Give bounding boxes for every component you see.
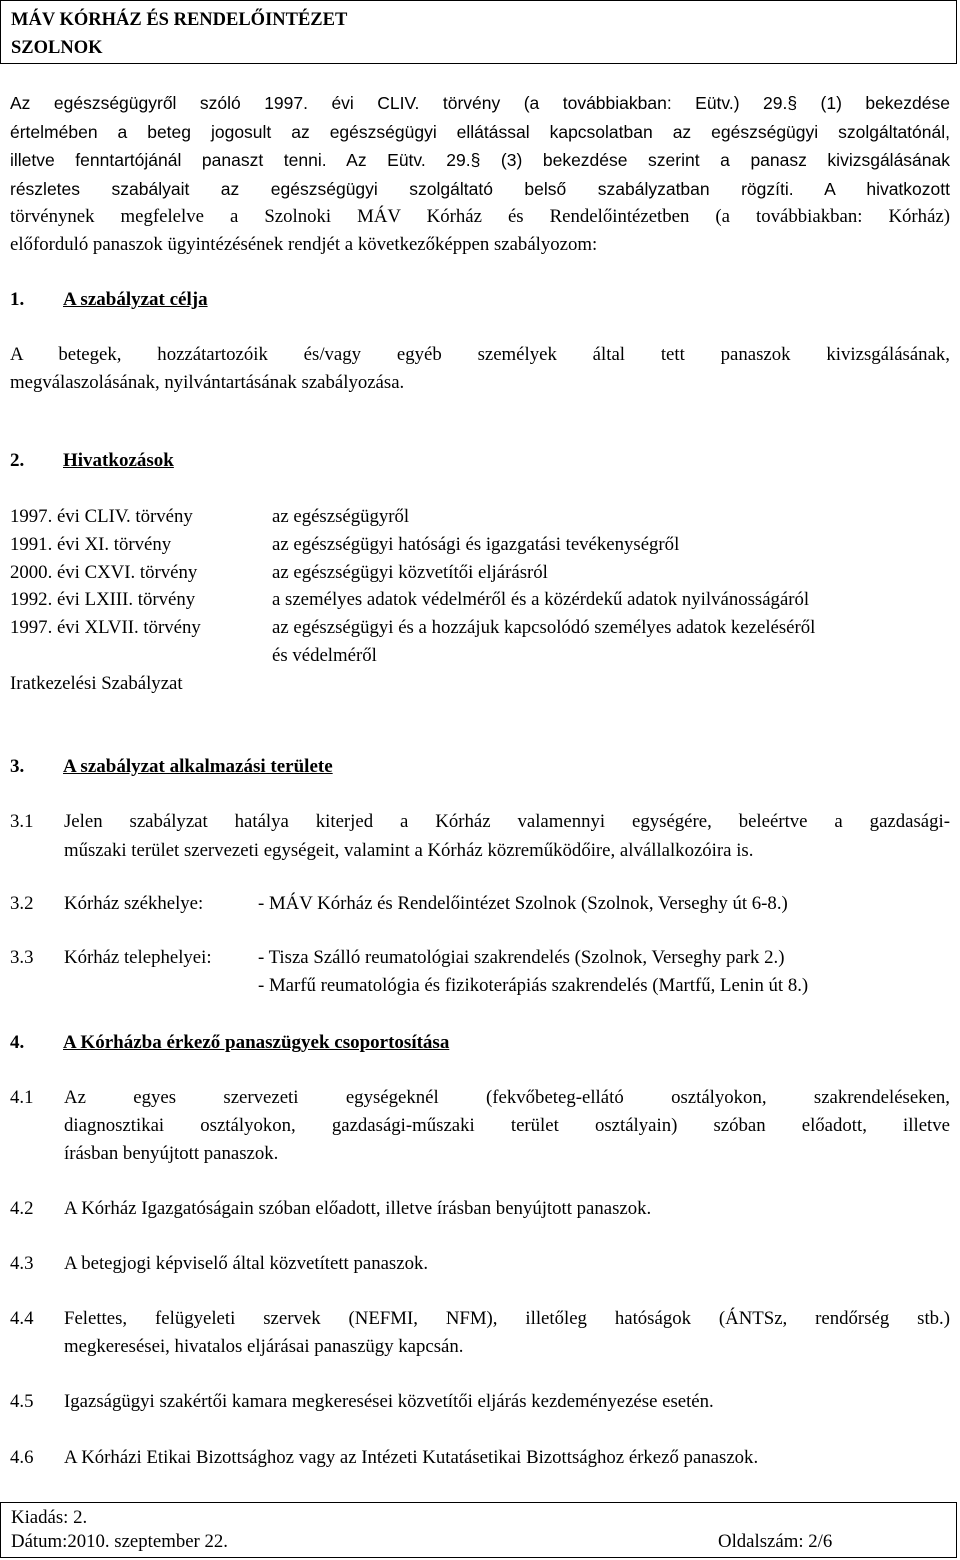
reference-description: a személyes adatok védelméről és a közérdekű adatok nyilvánosságáról bbox=[272, 589, 810, 610]
section-number: 2. bbox=[10, 450, 25, 471]
section-number: 4. bbox=[10, 1032, 25, 1053]
document-header bbox=[0, 0, 957, 64]
section-title: Hivatkozások bbox=[63, 450, 174, 471]
item-number: 4.3 bbox=[10, 1253, 34, 1274]
reference-law: 1997. évi CLIV. törvény bbox=[10, 506, 193, 527]
reference-law: 1992. évi LXIII. törvény bbox=[10, 589, 196, 610]
item-text: A Kórház Igazgatóságain szóban előadott, illetve írásban benyújtott panaszok. bbox=[64, 1198, 652, 1219]
item-text: Az egyes szervezeti egységeknél (fekvőbeteg-ellátó osztályokon, szakrendeléseken, bbox=[64, 1087, 950, 1108]
footer-page-number: Oldalszám: 2/6 bbox=[718, 1531, 833, 1552]
item-number: 4.6 bbox=[10, 1447, 34, 1468]
section-title: A szabályzat célja bbox=[63, 289, 208, 310]
item-label: Kórház telephelyei: bbox=[64, 947, 212, 968]
intro-line: előforduló panaszok ügyintézésének rendjét a következőképpen szabályozom: bbox=[10, 234, 598, 255]
item-text: A betegjogi képviselő által közvetített panaszok. bbox=[64, 1253, 429, 1274]
item-text: diagnosztikai osztályokon, gazdasági-műszaki terület osztályain) szóban előadott, illetve bbox=[64, 1115, 950, 1136]
header-city: SZOLNOK bbox=[11, 38, 103, 58]
section-number: 3. bbox=[10, 756, 25, 777]
reference-law: 1991. évi XI. törvény bbox=[10, 534, 172, 555]
item-number: 4.5 bbox=[10, 1391, 34, 1412]
item-number: 3.2 bbox=[10, 893, 34, 914]
item-number: 4.1 bbox=[10, 1087, 34, 1108]
reference-law: 2000. évi CXVI. törvény bbox=[10, 562, 198, 583]
reference-description: az egészségügyi és a hozzájuk kapcsolódó személyes adatok kezeléséről bbox=[272, 617, 816, 638]
reference-description: az egészségügyi közvetítői eljárásról bbox=[272, 562, 548, 583]
item-label: Kórház székhelye: bbox=[64, 893, 204, 914]
item-text: megkeresései, hivatalos eljárásai panaszügy kapcsán. bbox=[64, 1336, 464, 1357]
item-number: 3.3 bbox=[10, 947, 34, 968]
item-value: - Tisza Szálló reumatológiai szakrendelés (Szolnok, Verseghy park 2.) bbox=[258, 947, 785, 968]
item-number: 4.2 bbox=[10, 1198, 34, 1219]
section-title: A szabályzat alkalmazási területe bbox=[63, 756, 333, 777]
reference-description: az egészségügyi hatósági és igazgatási tevékenységről bbox=[272, 534, 680, 555]
item-number: 4.4 bbox=[10, 1308, 34, 1329]
intro-line: részletes szabályait az egészségügyi szolgáltató belső szabályzatban rögzíti. A hivatkozott bbox=[10, 179, 950, 199]
item-value: - MÁV Kórház és Rendelőintézet Szolnok (Szolnok, Verseghy út 6-8.) bbox=[258, 893, 788, 914]
intro-line: törvénynek megfelelve a Szolnoki MÁV Kórház és Rendelőintézetben (a továbbiakban: Kórház) bbox=[10, 206, 950, 227]
item-value: - Marfű reumatológia és fizikoterápiás szakrendelés (Martfű, Lenin út 8.) bbox=[258, 975, 809, 996]
header-institution: MÁV KÓRHÁZ ÉS RENDELŐINTÉZET bbox=[11, 10, 348, 30]
section-1-heading bbox=[10, 288, 208, 312]
document-footer bbox=[0, 1502, 957, 1558]
item-text: Jelen szabályzat hatálya kiterjed a Kórház valamennyi egységére, beleértve a gazdasági- bbox=[64, 811, 950, 832]
reference-description: az egészségügyről bbox=[272, 506, 410, 527]
section-1-line: A betegek, hozzátartozóik és/vagy egyéb személyek által tett panaszok kivizsgálásának, bbox=[10, 344, 950, 365]
section-title: A Kórházba érkező panaszügyek csoportosítása bbox=[63, 1032, 450, 1053]
intro-line: Az egészségügyről szóló 1997. évi CLIV. törvény (a továbbiakban: Eütv.) 29.§ (1) bekezdése bbox=[10, 93, 950, 113]
section-number: 1. bbox=[10, 289, 25, 310]
reference-law: 1997. évi XLVII. törvény bbox=[10, 617, 201, 638]
section-4-heading bbox=[10, 1031, 449, 1055]
item-number: 3.1 bbox=[10, 811, 34, 832]
reference-extra: Iratkezelési Szabályzat bbox=[10, 673, 183, 694]
intro-line: értelmében a beteg jogosult az egészségügyi ellátással kapcsolatban az egészségügyi szolgáltatónál, bbox=[10, 122, 950, 142]
footer-edition: Kiadás: 2. bbox=[11, 1507, 88, 1528]
reference-description: és védelméről bbox=[272, 645, 377, 666]
item-text: írásban benyújtott panaszok. bbox=[64, 1143, 279, 1164]
section-1-line: megválaszolásának, nyilvántartásának szabályozása. bbox=[10, 372, 405, 393]
section-2-heading bbox=[10, 449, 174, 473]
item-text: műszaki terület szervezeti egységeit, valamint a Kórház közreműködőire, alvállalkozóira is. bbox=[64, 840, 754, 861]
footer-date: Dátum:2010. szeptember 22. bbox=[11, 1531, 228, 1552]
item-text: Igazságügyi szakértői kamara megkeresései közvetítői eljárás kezdeményezése esetén. bbox=[64, 1391, 714, 1412]
section-3-heading bbox=[10, 755, 333, 779]
item-text: A Kórházi Etikai Bizottsághoz vagy az Intézeti Kutatásetikai Bizottsághoz érkező panaszok. bbox=[64, 1447, 759, 1468]
intro-line: illetve fenntartójánál panaszt tenni. Az Eütv. 29.§ (3) bekezdése szerint a panasz kivizsgálásának bbox=[10, 150, 950, 170]
item-text: Felettes, felügyeleti szervek (NEFMI, NFM), illetőleg hatóságok (ÁNTSz, rendőrség stb.) bbox=[64, 1308, 950, 1329]
